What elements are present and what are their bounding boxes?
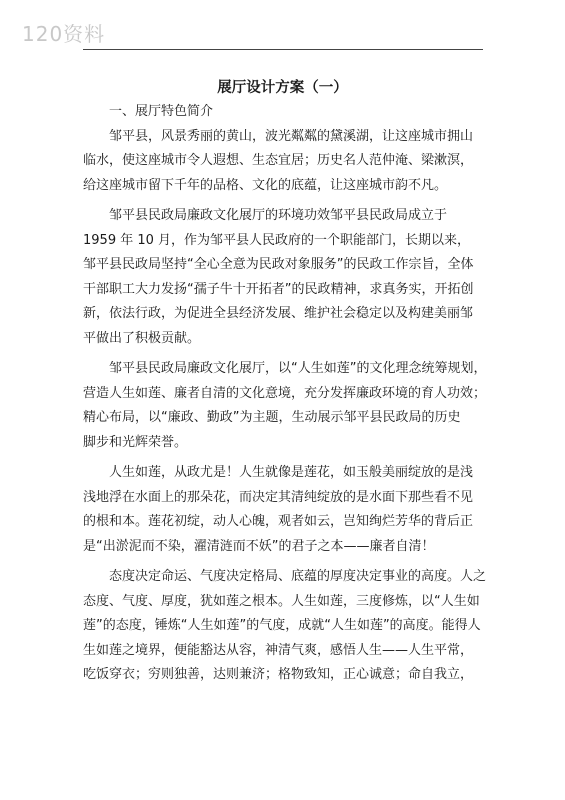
paragraph-line: 1959 年 10 月，作为邹平县人民政府的一个职能部门，长期以来， bbox=[83, 232, 471, 248]
document-body bbox=[83, 100, 493, 694]
paragraph-attitude bbox=[83, 565, 493, 688]
paragraph-line: 精心布局，以“廉政、勤政”为主题，生动展示邹平县民政局的历史 bbox=[83, 410, 461, 425]
paragraph-line: 浅地浮在水面上的那朵花，而决定其清纯绽放的是水面下那些看不见 bbox=[83, 489, 474, 505]
paragraph-line: 新，依法行政，为促进全县经济发展、维护社会稳定以及构建美丽邹 bbox=[83, 306, 474, 321]
paragraph-line: 邹平县民政局廉政文化展厅，以“人生如莲”的文化理念统筹规划， bbox=[109, 361, 487, 376]
paragraph-line: 邹平县，风景秀丽的黄山，波光粼粼的黛溪湖，让这座城市拥山 bbox=[109, 128, 474, 144]
paragraph-bureau-history bbox=[83, 204, 493, 351]
paragraph-line: 吃饭穿衣；穷则独善，达则兼济；格物致知，正心诚意；命自我立， bbox=[83, 667, 474, 682]
header-rule bbox=[83, 49, 483, 50]
paragraph-line: 的根和本。莲花初绽，动人心魄，观者如云，岂知绚烂芳华的背后正 bbox=[83, 514, 474, 529]
paragraph-line: 莲”的态度，锤炼“人生如莲”的气度，成就“人生如莲”的高度。能得人 bbox=[83, 618, 481, 633]
paragraph-line: 态度、气度、厚度，犹如莲之根本。人生如莲，三度修炼，以“人生如 bbox=[83, 593, 480, 609]
paragraph-line: 邹平县民政局廉政文化展厅的环境功效邹平县民政局成立于 bbox=[109, 208, 448, 223]
paragraph-line: 临水，使这座城市令人遐想、生态宜居；历史名人范仲淹、梁漱溟， bbox=[83, 153, 474, 168]
paragraph-line: 脚步和光辉荣誉。 bbox=[83, 434, 188, 450]
paragraph-hall-concept bbox=[83, 357, 493, 455]
paragraph-line: 人生如莲，从政尤是！人生就像是莲花，如玉般美丽绽放的是浅 bbox=[109, 465, 474, 480]
paragraph-line: 干部职工大力发扬“孺子牛十开拓者”的民政精神，求真务实，开拓创 bbox=[83, 281, 474, 297]
paragraph-line: 是“出淤泥而不染，濯清涟而不妖”的君子之本——廉者自清！ bbox=[83, 538, 435, 554]
paragraph-line: 态度决定命运、气度决定格局、底蕴的厚度决定事业的高度。人之 bbox=[109, 569, 487, 584]
watermark: 120资料 bbox=[22, 22, 106, 46]
paragraph-intro bbox=[83, 125, 493, 199]
paragraph-line: 平做出了积极贡献。 bbox=[83, 330, 201, 346]
page-title: 展厅设计方案（一） bbox=[217, 80, 348, 96]
section-heading: 一、展厅特色简介 bbox=[109, 104, 214, 119]
paragraph-line: 营造人生如莲、廉者自清的文化意境，充分发挥廉政环境的育人功效； bbox=[83, 385, 487, 401]
paragraph-line: 给这座城市留下千年的品格、文化的底蕴，让这座城市韵不凡。 bbox=[83, 177, 448, 193]
paragraph-lotus bbox=[83, 461, 493, 559]
paragraph-line: 生如莲之境界，便能豁达从容，神清气爽，感悟人生——人生平常， bbox=[83, 642, 474, 658]
paragraph-line: 邹平县民政局坚持“全心全意为民政对象服务”的民政工作宗旨，全体 bbox=[83, 257, 474, 272]
